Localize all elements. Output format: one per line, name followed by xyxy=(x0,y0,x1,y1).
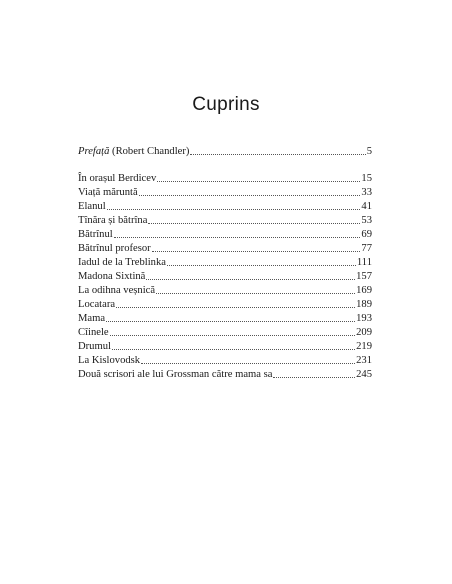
toc-entry-label: Drumul xyxy=(78,341,111,352)
dot-leader xyxy=(116,306,355,308)
toc-page-number: 169 xyxy=(356,285,372,296)
toc-entry xyxy=(78,229,372,243)
toc-page-number: 245 xyxy=(356,369,372,380)
preface-italic-label: Prefață xyxy=(78,146,110,157)
dot-leader xyxy=(110,334,356,336)
toc-entry-label: La Kislovodsk xyxy=(78,355,141,366)
toc-entry-label: Bătrînul xyxy=(78,229,113,240)
toc-entry-label: La odihna veșnică xyxy=(78,285,156,296)
toc-page-number: 33 xyxy=(361,187,372,198)
dot-leader xyxy=(152,250,361,252)
toc-entry-label: Iadul de la Treblinka xyxy=(78,257,166,268)
toc-entry-label xyxy=(78,146,189,157)
toc-page-number: 41 xyxy=(361,201,372,212)
toc-entry-label: Viață măruntă xyxy=(78,187,138,198)
toc-entry-label: Mama xyxy=(78,313,106,324)
toc-entry xyxy=(78,201,372,215)
dot-leader xyxy=(114,236,361,238)
toc-page-number: 193 xyxy=(356,313,372,324)
toc-entry xyxy=(78,257,372,271)
dot-leader xyxy=(273,376,355,378)
dot-leader xyxy=(146,278,355,280)
toc-page-number: 53 xyxy=(361,215,372,226)
toc-entry xyxy=(78,299,372,313)
toc-entry xyxy=(78,313,372,327)
toc-page-number: 77 xyxy=(361,243,372,254)
dot-leader xyxy=(107,208,361,210)
toc-entry-label: Elanul xyxy=(78,201,106,212)
toc-entry xyxy=(78,243,372,257)
toc-entry xyxy=(78,369,372,383)
toc-entry xyxy=(78,187,372,201)
toc-page-number: 111 xyxy=(356,257,372,268)
dot-leader xyxy=(190,153,365,155)
toc-page-number: 209 xyxy=(356,327,372,338)
toc-entry xyxy=(78,173,372,187)
dot-leader xyxy=(148,222,360,224)
toc-entry-preface xyxy=(78,146,372,160)
dot-leader xyxy=(106,320,355,322)
toc-entry-label: Cîinele xyxy=(78,327,109,338)
toc-entry xyxy=(78,341,372,355)
dot-leader xyxy=(141,362,355,364)
toc-entry-label: În orașul Berdicev xyxy=(78,173,157,184)
toc-entry xyxy=(78,285,372,299)
page-title: Cuprins xyxy=(192,94,260,115)
toc-page-number: 15 xyxy=(361,173,372,184)
preface-author-label: (Robert Chandler) xyxy=(109,146,190,157)
dot-leader xyxy=(167,264,356,266)
toc-entry-label: Tînăra și bătrîna xyxy=(78,215,148,226)
toc-entry xyxy=(78,327,372,341)
toc-page-number: 189 xyxy=(356,299,372,310)
dot-leader xyxy=(157,180,360,182)
toc-page-number: 5 xyxy=(366,146,372,157)
dot-leader xyxy=(112,348,355,350)
toc-page-number: 219 xyxy=(356,341,372,352)
toc-page-number: 69 xyxy=(361,229,372,240)
toc-entry-label: Două scrisori ale lui Grossman către mama sa xyxy=(78,369,273,380)
dot-leader xyxy=(156,292,355,294)
toc-entry xyxy=(78,271,372,285)
toc-page-number: 231 xyxy=(356,355,372,366)
toc-entry-label: Madona Sixtină xyxy=(78,271,146,282)
toc-entry xyxy=(78,355,372,369)
toc-entry xyxy=(78,215,372,229)
toc-entry-label: Bătrînul profesor xyxy=(78,243,151,254)
dot-leader xyxy=(139,194,361,196)
toc-entry-label: Locatara xyxy=(78,299,116,310)
toc-page-number: 157 xyxy=(356,271,372,282)
